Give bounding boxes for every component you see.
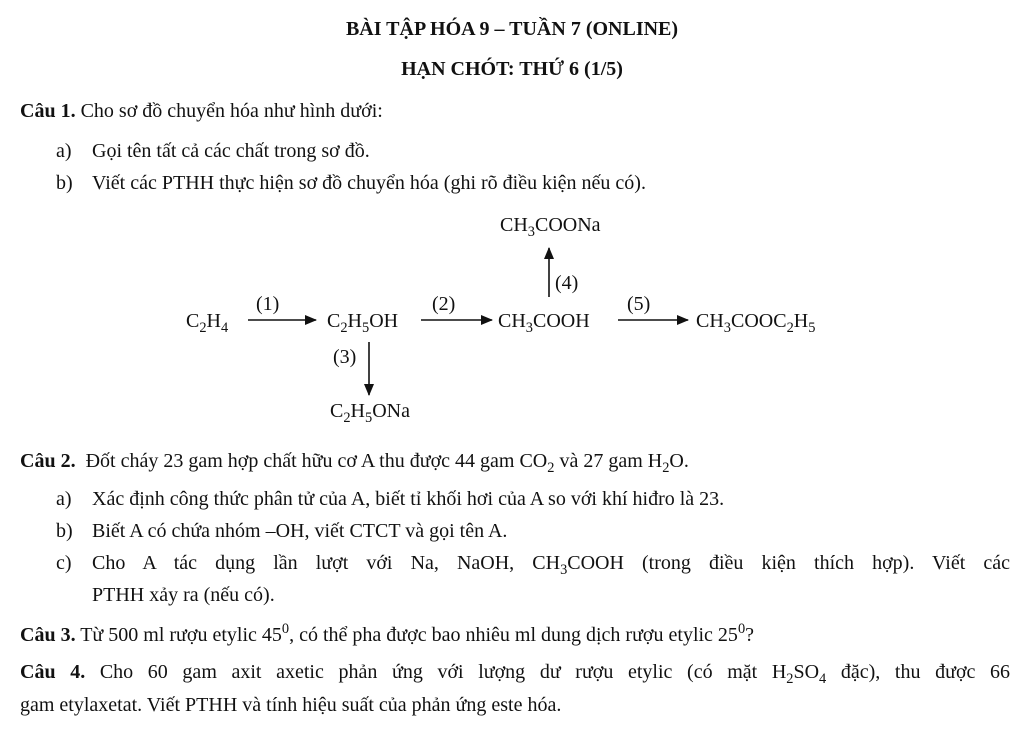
question-2-item-a: a) Xác định công thức phân tử của A, biết tỉ khối hơi của A so với khí hiđro là 23. (56, 488, 725, 510)
deadline-title: HẠN CHÓT: THỨ 6 (1/5) (401, 58, 623, 80)
compound-ch3cooc2h5: $CH_3COOC_2H_5$ (696, 310, 816, 337)
question-2-item-c: c) (56, 552, 72, 574)
question-4-line2: gam etylaxetat. Viết PTHH và tính hiệu suất của phản ứng este hóa. (20, 694, 562, 716)
compound-c2h5oh: $C_2H_5OH$ (327, 310, 399, 337)
question-1-text: Cho sơ đồ chuyển hóa như hình dưới: (80, 100, 383, 122)
step-4-label: (4) (555, 272, 579, 294)
question-2-item-c-text: Cho A tác dụng lần lượt với Na, NaOH, $CH_3COOH$ (trong điều kiện thích hợp). Viết các (92, 552, 1010, 579)
step-1-label: (1) (256, 293, 280, 315)
question-3: Câu 3. Từ 500 ml rượu etylic $45^0$, có thể pha được bao nhiêu ml dung dịch rượu etylic $25^0$? (20, 621, 755, 646)
question-1-item-b: b) Viết các PTHH thực hiện sơ đồ chuyển hóa (ghi rõ điều kiện nếu có). (56, 172, 646, 194)
question-2-label: Câu 2. (20, 450, 76, 472)
question-2-item-c-line2: PTHH xảy ra (nếu có). (92, 584, 275, 606)
question-1-item-a: a) Gọi tên tất cả các chất trong sơ đồ. (56, 140, 370, 162)
question-3-label: Câu 3. (20, 624, 76, 646)
step-2-label: (2) (432, 293, 456, 315)
compound-c2h5ona: $C_2H_5ONa$ (330, 400, 410, 427)
step-3-label: (3) (333, 346, 357, 368)
document-title: BÀI TẬP HÓA 9 – TUẦN 7 (ONLINE) (345, 18, 679, 40)
question-4-label: Câu 4. (20, 661, 86, 683)
question-2: Câu 2. Đốt cháy 23 gam hợp chất hữu cơ A thu được 44 gam $CO_2$ và 27 gam $H_2O$. (20, 450, 689, 477)
step-5-label: (5) (627, 293, 651, 315)
compound-c2h4: $C_2H_4$ (186, 310, 229, 337)
question-2-item-b: b) Biết A có chứa nhóm –OH, viết CTCT và gọi tên A. (56, 520, 508, 542)
question-1-label: Câu 1. (20, 100, 76, 122)
compound-ch3coona: $CH_3COONa$ (500, 214, 601, 241)
question-4: Câu 4. Cho 60 gam axit axetic phản ứng với lượng dư rượu etylic (có mặt $H_2SO_4$ đặc), thu được 66 (20, 661, 1011, 688)
compound-ch3cooh: $CH_3COOH$ (498, 310, 590, 337)
